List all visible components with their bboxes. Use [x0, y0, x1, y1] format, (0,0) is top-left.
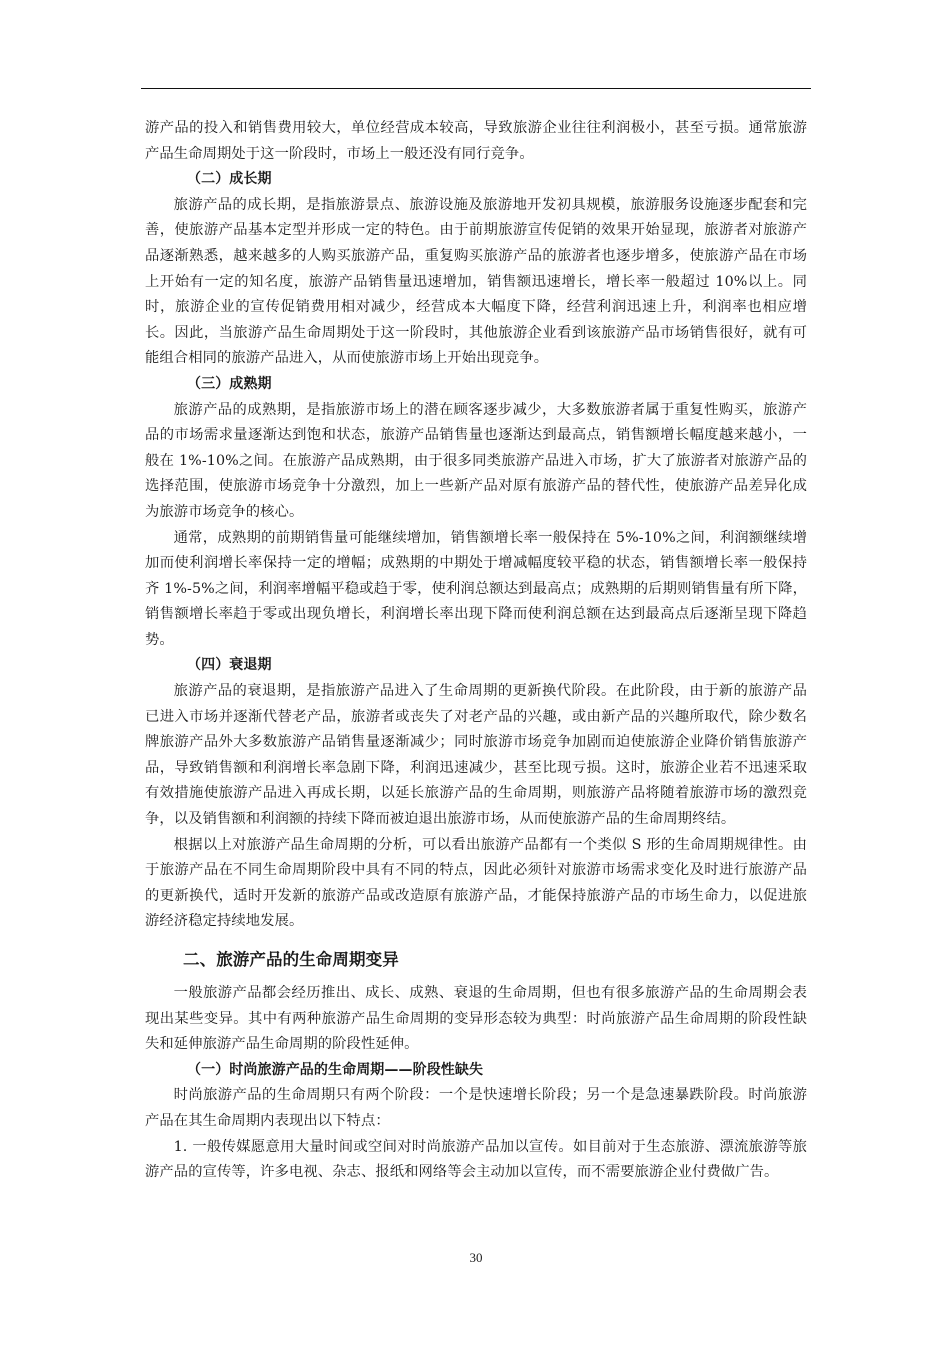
maturity-stage-heading: （三）成熟期: [187, 375, 272, 392]
decline-stage-paragraph-2: 根据以上对旅游产品生命周期的分析，可以看出旅游产品都有一个类似 S 形的生命周期规律性。由于旅游产品在不同生命周期阶段中具有不同的特点，因此必须针对旅游市场需求变化及时进行旅游产品的更新换代，适时开发新的旅游产品或改造原有旅游产品，才能保持旅游产品的市场生命力，以促进旅游经济稳定持续地发展。: [145, 836, 807, 930]
section-heading: 二、旅游产品的生命周期变异: [183, 950, 399, 969]
header-rule: [141, 88, 811, 89]
section-intro-paragraph: 一般旅游产品都会经历推出、成长、成熟、衰退的生命周期，但也有很多旅游产品的生命周期会表现出某些变异。其中有两种旅游产品生命周期的变异形态较为典型：时尚旅游产品生命周期的阶段性缺失和延伸旅游产品生命周期的阶段性延伸。: [145, 985, 807, 1053]
continuation-paragraph: 游产品的投入和销售费用较大，单位经营成本较高，导致旅游企业往往利润极小，甚至亏损。通常旅游产品生命周期处于这一阶段时，市场上一般还没有同行竞争。: [145, 120, 807, 162]
decline-stage-paragraph-1: 旅游产品的衰退期，是指旅游产品进入了生命周期的更新换代阶段。在此阶段，由于新的旅游产品已进入市场并逐渐代替老产品，旅游者或丧失了对老产品的兴趣，或由新产品的兴趣所取代，除少数名牌旅游产品外大多数旅游产品销售量逐渐减少；同时旅游市场竞争加剧而迫使旅游企业降价销售旅游产品，导致销售额和利润增长率急剧下降，利润迅速减少，甚至比现亏损。这时，旅游企业若不迅速采取有效措施使旅游产品进入再成长期，以延长旅游产品的生命周期，则旅游产品将随着旅游市场的激烈竞争，以及销售额和利润额的持续下降而被迫退出旅游市场，从而使旅游产品的生命周期终结。: [145, 683, 807, 828]
fashion-product-heading: （一）时尚旅游产品的生命周期——阶段性缺失: [187, 1061, 484, 1078]
growth-stage-paragraph: 旅游产品的成长期，是指旅游景点、旅游设施及旅游地开发初具规模，旅游服务设施逐步配套和完善，使旅游产品基本定型并形成一定的特色。由于前期旅游宣传促销的效果开始显现，旅游者对旅游产品逐渐熟悉，越来越多的人购买旅游产品，重复购买旅游产品的旅游者也逐步增多，使旅游产品在市场上开始有一定的知名度，旅游产品销售量迅速增加，销售额迅速增长，增长率一般超过 10%以上。同时，旅游企业的宣传促销费用相对减少，经营成本大幅度下降，经营利润迅速上升，利润率也相应增长。因此，当旅游产品生命周期处于这一阶段时，其他旅游企业看到该旅游产品市场销售很好，就有可能组合相同的旅游产品进入，从而使旅游市场上开始出现竞争。: [145, 196, 807, 367]
growth-stage-heading: （二）成长期: [187, 171, 272, 188]
list-item-1: 1. 一般传媒愿意用大量时间或空间对时尚旅游产品加以宣传。如目前对于生态旅游、漂流旅游等旅游产品的宣传等，许多电视、杂志、报纸和网络等会主动加以宣传，而不需要旅游企业付费做广告。: [145, 1138, 807, 1181]
page-number: 30: [469, 1250, 483, 1265]
fashion-product-paragraph: 时尚旅游产品的生命周期只有两个阶段：一个是快速增长阶段；另一个是急速暴跌阶段。时尚旅游产品在其生命周期内表现出以下特点：: [145, 1087, 807, 1129]
document-body: [145, 116, 807, 1186]
decline-stage-heading: （四）衰退期: [187, 657, 272, 674]
maturity-stage-paragraph-1: 旅游产品的成熟期，是指旅游市场上的潜在顾客逐步减少，大多数旅游者属于重复性购买，旅游产品的市场需求量逐渐达到饱和状态，旅游产品销售量也逐渐达到最高点，销售额增长幅度越来越小，一般在 1%-10%之间。在旅游产品成熟期，由于很多同类旅游产品进入市场，扩大了旅游者对旅游产品的选择范围，使旅游市场竞争十分激烈，加上一些新产品对原有旅游产品的替代性，使旅游产品差异化成为旅游市场竞争的核心。: [145, 401, 807, 520]
maturity-stage-paragraph-2: 通常，成熟期的前期销售量可能继续增加，销售额增长率一般保持在 5%-10%之间，利润额继续增加而使利润增长率保持一定的增幅；成熟期的中期处于增减幅度较平稳的状态，销售额增长率一般保持齐 1%-5%之间，利润率增幅平稳或趋于零，使利润总额达到最高点；成熟期的后期则销售量有所下降，销售额增长率趋于零或出现负增长，利润增长率出现下降而使利润总额在达到最高点后逐渐呈现下降趋势。: [145, 529, 807, 648]
